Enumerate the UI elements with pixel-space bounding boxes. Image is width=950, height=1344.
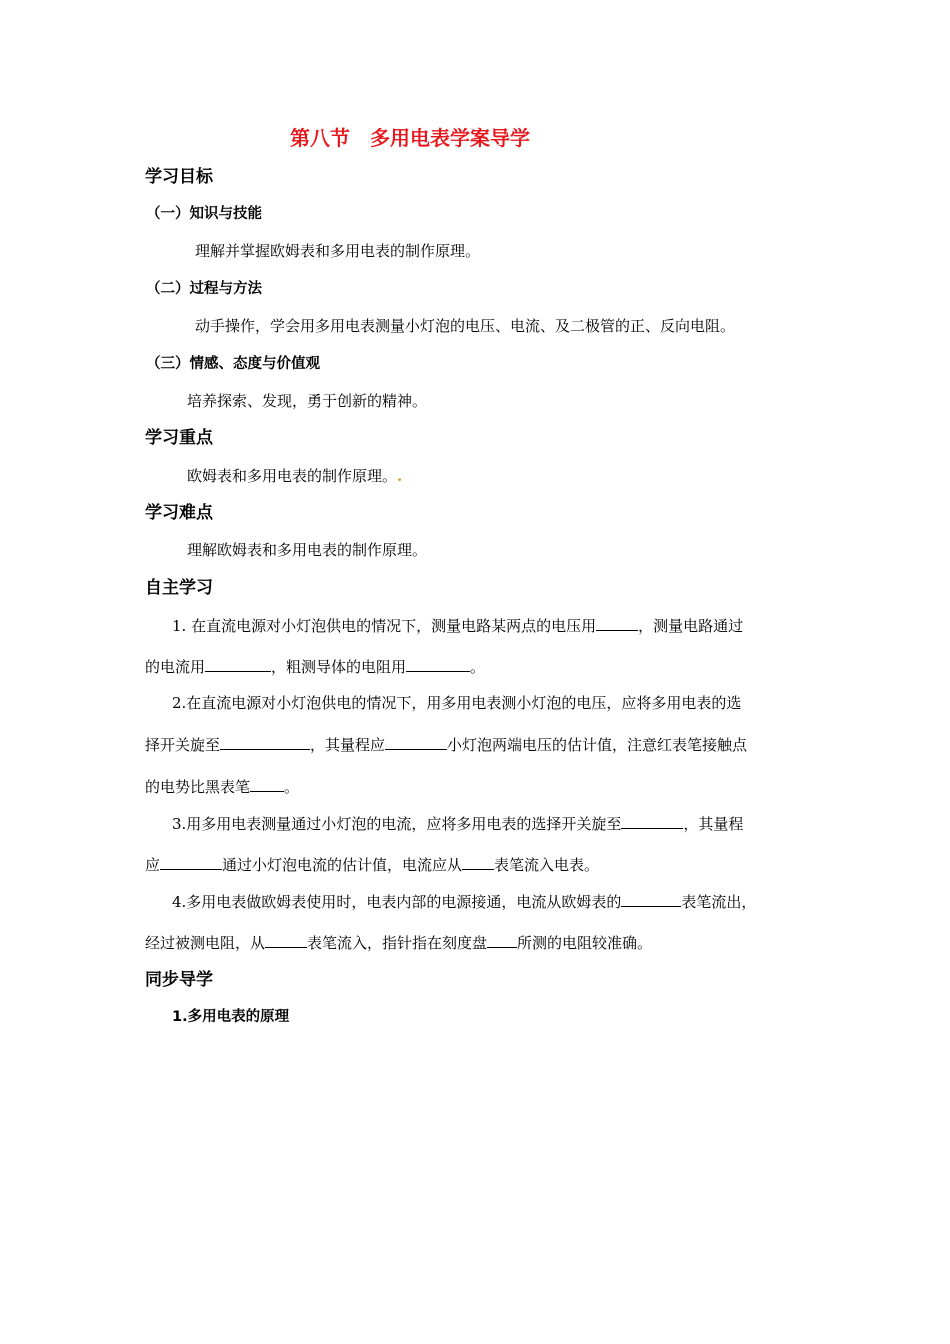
heading-guided-study: 同步导学 <box>145 970 213 990</box>
q1-text-a: 1. 在直流电源对小灯泡供电的情况下，测量电路某两点的电压用 <box>172 617 597 635</box>
q2-text-d: 小灯泡两端电压的估计值，注意红表笔接触点 <box>447 736 748 754</box>
page-title: 第八节 多用电表学案导学 <box>290 126 530 150</box>
question-1-line-1 <box>172 615 743 636</box>
q4-blank-in-probe[interactable] <box>265 932 307 948</box>
q2-blank-range[interactable] <box>385 734 447 750</box>
question-4-line-1 <box>172 891 756 912</box>
q3-text-b: ，其量程 <box>683 815 744 833</box>
attitude-values-text: 培养探索、发现，勇于创新的精神。 <box>187 392 428 410</box>
heading-difficulties: 学习难点 <box>145 503 213 523</box>
q3-text-e: 表笔流入电表。 <box>494 856 600 874</box>
heading-self-study: 自主学习 <box>145 578 213 598</box>
q1-text-d: ，粗测导体的电阻用 <box>271 658 407 676</box>
q1-text-b: ，测量电路通过 <box>638 617 744 635</box>
q3-text-c: 应 <box>145 856 161 874</box>
subheading-multimeter-principle: 1.多用电表的原理 <box>172 1009 290 1025</box>
q1-text-e: 。 <box>470 658 486 676</box>
q4-text-b: 表笔流出， <box>681 893 757 911</box>
q4-blank-scale-position[interactable] <box>487 932 517 948</box>
process-methods-text: 动手操作，学会用多用电表测量小灯泡的电压、电流、及二极管的正、反向电阻。 <box>195 317 736 335</box>
q4-text-a: 4.多用电表做欧姆表使用时，电表内部的电源接通，电流从欧姆表的 <box>172 893 622 911</box>
q4-blank-out-probe[interactable] <box>621 891 681 907</box>
q4-text-e: 所测的电阻较准确。 <box>517 934 653 952</box>
question-2-line-2 <box>145 734 747 755</box>
subheading-knowledge-skills: （一）知识与技能 <box>146 206 262 222</box>
question-2-line-1: 2.在直流电源对小灯泡供电的情况下，用多用电表测小灯泡的电压，应将多用电表的选 <box>172 694 742 712</box>
q3-text-d: 通过小灯泡电流的估计值，电流应从 <box>222 856 463 874</box>
question-2-line-3 <box>145 776 299 797</box>
q3-blank-range[interactable] <box>160 854 222 870</box>
q2-blank-potential[interactable] <box>250 776 284 792</box>
key-points-text <box>187 466 402 486</box>
q1-text-c: 的电流用 <box>145 658 206 676</box>
heading-learning-goals: 学习目标 <box>145 167 213 187</box>
q1-blank-resistance[interactable] <box>406 656 470 672</box>
difficulties-text: 理解欧姆表和多用电表的制作原理。 <box>187 541 428 559</box>
heading-key-points: 学习重点 <box>145 428 213 448</box>
q1-blank-current[interactable] <box>205 656 271 672</box>
q1-blank-voltage[interactable] <box>596 615 638 631</box>
q2-blank-switch[interactable] <box>220 734 310 750</box>
q3-blank-probe[interactable] <box>462 854 494 870</box>
subheading-process-methods: （二）过程与方法 <box>146 281 262 297</box>
q4-text-d: 表笔流入，指针指在刻度盘 <box>307 934 488 952</box>
q3-blank-switch[interactable] <box>621 813 683 829</box>
key-points-body: 欧姆表和多用电表的制作原理。 <box>187 467 398 485</box>
q2-text-b: 择开关旋至 <box>145 736 221 754</box>
question-3-line-2 <box>145 854 599 875</box>
q4-text-c: 经过被测电阻，从 <box>145 934 266 952</box>
subheading-attitude-values: （三）情感、态度与价值观 <box>146 356 320 372</box>
q3-text-a: 3.用多用电表测量通过小灯泡的电流，应将多用电表的选择开关旋至 <box>172 815 622 833</box>
q2-text-f: 。 <box>284 778 300 796</box>
question-1-line-2 <box>145 656 485 677</box>
question-4-line-2 <box>145 932 652 953</box>
q2-text-c: ，其量程应 <box>310 736 386 754</box>
q2-text-e: 的电势比黑表笔 <box>145 778 251 796</box>
key-points-mark: . <box>397 467 403 485</box>
knowledge-skills-text: 理解并掌握欧姆表和多用电表的制作原理。 <box>195 242 481 260</box>
question-3-line-1 <box>172 813 743 834</box>
